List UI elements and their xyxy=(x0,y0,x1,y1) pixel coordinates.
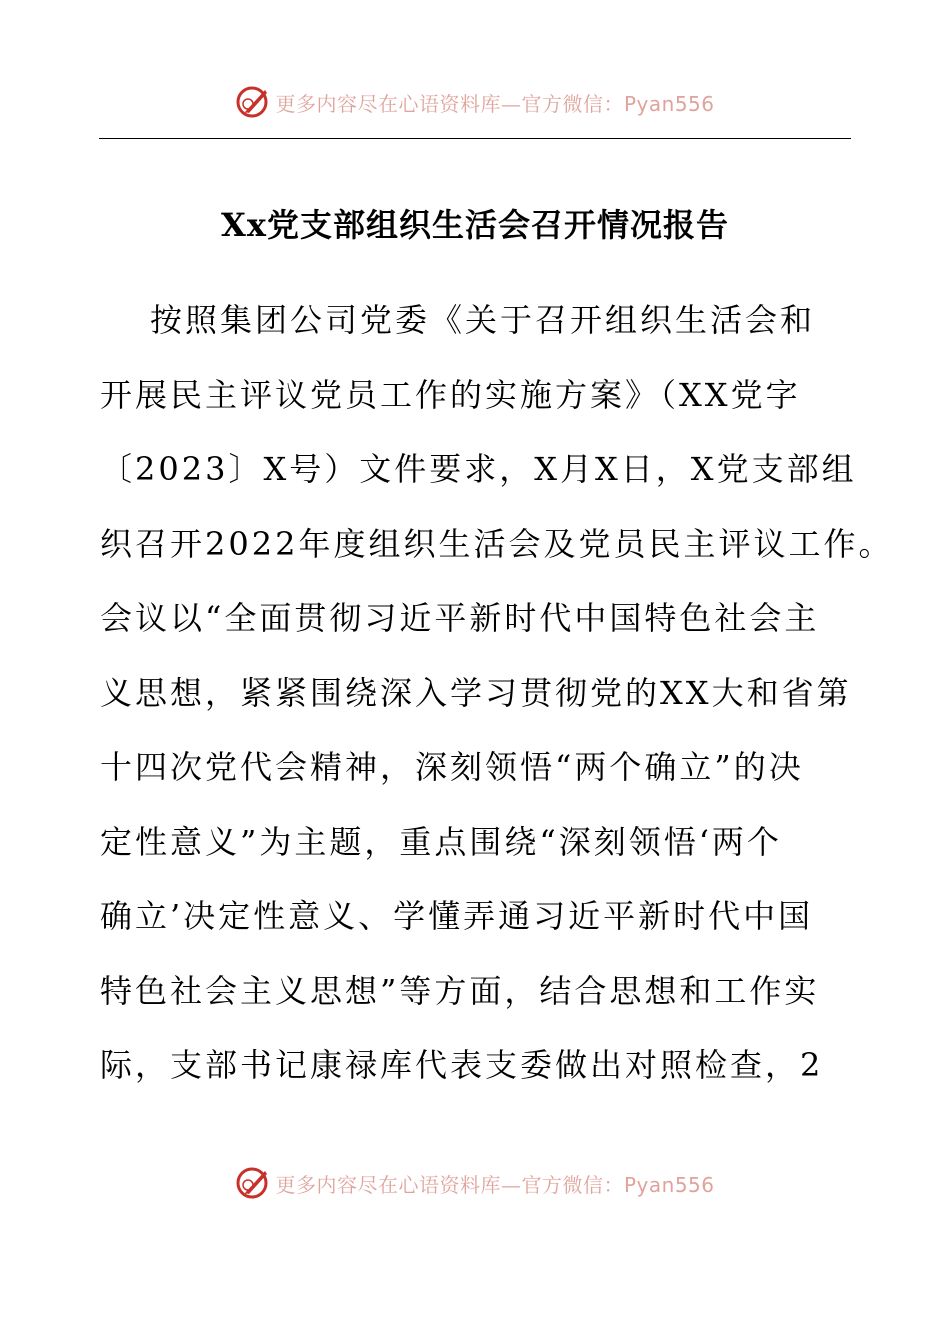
banner-text xyxy=(275,88,714,117)
body-line: 确立’决定性意义、学懂弄通习近平新时代中国 xyxy=(100,897,814,935)
banner-text xyxy=(275,1169,714,1198)
body-line: 〔2023〕X号）文件要求，X月X日，X党支部组 xyxy=(100,450,857,488)
wechat-id: Pyan556 xyxy=(623,91,715,116)
body-line: 织召开2022年度组织生活会及党员民主评议工作。 xyxy=(100,524,894,563)
body-line: 十四次党代会精神，深刻领悟“两个确立”的决 xyxy=(100,748,804,786)
quill-pen-logo-icon xyxy=(235,1166,269,1200)
quill-pen-logo-icon xyxy=(235,85,269,119)
body-line: 按照集团公司党委《关于召开组织生活会和 xyxy=(150,301,816,339)
body-line: 定性意义”为主题，重点围绕“深刻领悟‘两个 xyxy=(100,822,782,861)
banner-slogan: 更多内容尽在心语资料库—官方微信： xyxy=(275,91,624,116)
header-banner xyxy=(0,80,950,124)
document-body xyxy=(100,296,894,1116)
body-line: 会议以“全面贯彻习近平新时代中国特色社会主 xyxy=(100,599,820,637)
body-line: 义思想，紧紧围绕深入学习贯彻党的XX大和省第 xyxy=(100,673,852,712)
wechat-id: Pyan556 xyxy=(623,1172,715,1197)
body-line: 开展民主评议党员工作的实施方案》（XX党字 xyxy=(100,375,801,414)
header-divider xyxy=(99,138,851,139)
banner-slogan: 更多内容尽在心语资料库—官方微信： xyxy=(275,1172,624,1197)
footer-banner xyxy=(0,1161,950,1205)
body-line: 特色社会主义思想”等方面，结合思想和工作实 xyxy=(100,971,820,1010)
body-line: 际，支部书记康禄库代表支委做出对照检查，2 xyxy=(100,1046,824,1084)
document-title: Xx党支部组织生活会召开情况报告 xyxy=(221,206,729,244)
